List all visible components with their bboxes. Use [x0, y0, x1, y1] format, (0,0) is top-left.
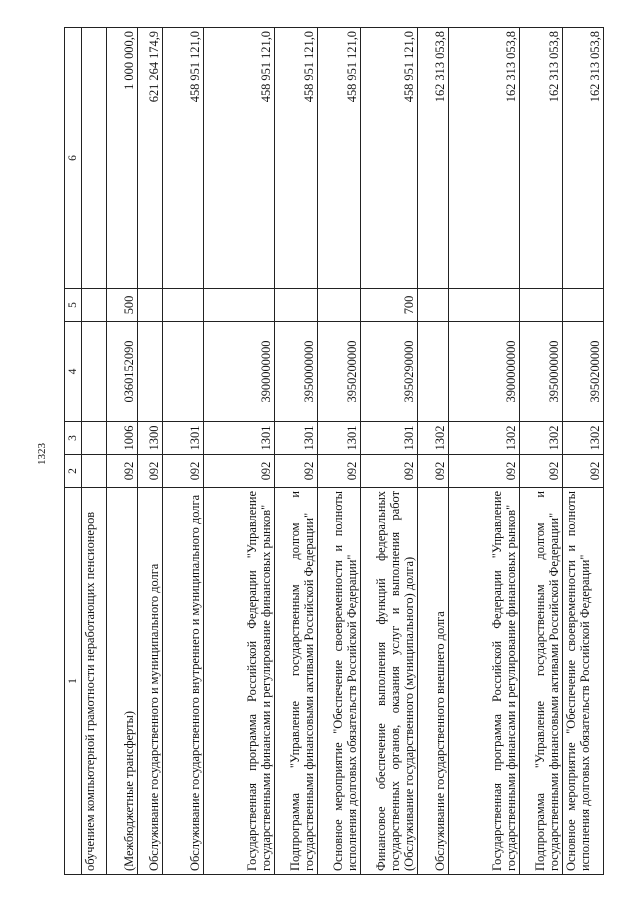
row-name: Основное мероприятие "Обеспечение своевременности и полноты исполнения долговых обязательств Российской Федерации" — [318, 488, 361, 875]
row-expense-type — [163, 289, 204, 322]
row-name: Финансовое обеспечение выполнения функций федеральных государственных органов, оказания услуг и выполнения работ (Обслуживание государственного (муниципального) долга) — [361, 488, 418, 875]
row-expense-type: 500 — [107, 289, 138, 322]
row-amount: 162 313 053,8 — [418, 28, 449, 289]
row-section-code: 1302 — [520, 422, 563, 455]
row-admin-code: 092 — [318, 455, 361, 488]
row-target-code: 3950000000 — [520, 322, 563, 422]
row-name: Обслуживание государственного внешнего долга — [418, 488, 449, 875]
row-expense-type — [204, 289, 275, 322]
row-expense-type — [520, 289, 563, 322]
row-section-code: 1300 — [138, 422, 163, 455]
row-amount: 621 264 174,9 — [138, 28, 163, 289]
row-name: Государственная программа Российской Федерации "Управление государственными финансами и регулирование финансовых рынков" — [204, 488, 275, 875]
table-row — [163, 28, 204, 875]
row-name: Основное мероприятие "Обеспечение своевременности и полноты исполнения долговых обязательств Российской Федерации" — [563, 488, 604, 875]
table-row — [204, 28, 275, 875]
table-row — [275, 28, 318, 875]
table-row — [318, 28, 361, 875]
row-amount: 458 951 121,0 — [275, 28, 318, 289]
row-section-code: 1301 — [163, 422, 204, 455]
row-section-code: 1301 — [204, 422, 275, 455]
row-admin-code: 092 — [138, 455, 163, 488]
budget-table — [64, 27, 604, 875]
row-section-code — [82, 422, 107, 455]
header-col-5: 5 — [65, 289, 82, 322]
row-admin-code: 092 — [204, 455, 275, 488]
row-section-code: 1302 — [563, 422, 604, 455]
rotated-page-content — [64, 28, 629, 875]
table-row — [82, 28, 107, 875]
row-target-code: 0360152090 — [107, 322, 138, 422]
row-name: Подпрограмма "Управление государственным долгом и государственными финансовыми активами Российской Федерации" — [275, 488, 318, 875]
row-target-code — [163, 322, 204, 422]
row-expense-type — [275, 289, 318, 322]
row-name: Государственная программа Российской Федерации "Управление государственными финансами и регулирование финансовых рынков" — [449, 488, 520, 875]
table-row — [107, 28, 138, 875]
header-col-1: 1 — [65, 488, 82, 875]
header-row — [65, 28, 82, 875]
row-expense-type — [138, 289, 163, 322]
row-admin-code: 092 — [275, 455, 318, 488]
table-row — [138, 28, 163, 875]
row-section-code: 1301 — [275, 422, 318, 455]
row-expense-type — [82, 289, 107, 322]
row-target-code — [82, 322, 107, 422]
row-name: Обслуживание государственного и муниципального долга — [138, 488, 163, 875]
row-target-code: 3950000000 — [275, 322, 318, 422]
row-name: Обслуживание государственного внутреннего и муниципального долга — [163, 488, 204, 875]
row-amount: 162 313 053,8 — [449, 28, 520, 289]
page-number: 1323 — [36, 443, 48, 465]
row-section-code: 1301 — [361, 422, 418, 455]
table-row — [563, 28, 604, 875]
row-section-code: 1301 — [318, 422, 361, 455]
row-admin-code: 092 — [163, 455, 204, 488]
row-target-code: 3950200000 — [318, 322, 361, 422]
row-name: (Межбюджетные трансферты) — [107, 488, 138, 875]
row-expense-type: 700 — [361, 289, 418, 322]
row-name: обучением компьютерной грамотности неработающих пенсионеров — [82, 488, 107, 875]
row-target-code: 3900000000 — [449, 322, 520, 422]
row-target-code: 3950290000 — [361, 322, 418, 422]
row-admin-code: 092 — [418, 455, 449, 488]
row-amount: 458 951 121,0 — [318, 28, 361, 289]
row-section-code: 1302 — [418, 422, 449, 455]
header-col-2: 2 — [65, 455, 82, 488]
header-col-4: 4 — [65, 322, 82, 422]
row-admin-code: 092 — [361, 455, 418, 488]
table-row — [361, 28, 418, 875]
row-expense-type — [563, 289, 604, 322]
row-admin-code: 092 — [107, 455, 138, 488]
row-expense-type — [418, 289, 449, 322]
row-amount: 162 313 053,8 — [563, 28, 604, 289]
row-amount: 458 951 121,0 — [163, 28, 204, 289]
header-col-6: 6 — [65, 28, 82, 289]
header-col-3: 3 — [65, 422, 82, 455]
table-row — [418, 28, 449, 875]
row-section-code: 1006 — [107, 422, 138, 455]
row-amount: 458 951 121,0 — [204, 28, 275, 289]
row-amount: 458 951 121,0 — [361, 28, 418, 289]
row-target-code — [418, 322, 449, 422]
row-expense-type — [318, 289, 361, 322]
table-row — [520, 28, 563, 875]
row-admin-code: 092 — [520, 455, 563, 488]
row-amount — [82, 28, 107, 289]
row-admin-code: 092 — [449, 455, 520, 488]
row-section-code: 1302 — [449, 422, 520, 455]
row-admin-code — [82, 455, 107, 488]
table-row — [449, 28, 520, 875]
row-admin-code: 092 — [563, 455, 604, 488]
row-amount: 162 313 053,8 — [520, 28, 563, 289]
row-name: Подпрограмма "Управление государственным долгом и государственными финансовыми активами Российской Федерации" — [520, 488, 563, 875]
row-amount: 1 000 000,0 — [107, 28, 138, 289]
row-target-code — [138, 322, 163, 422]
row-target-code: 3900000000 — [204, 322, 275, 422]
row-target-code: 3950200000 — [563, 322, 604, 422]
row-expense-type — [449, 289, 520, 322]
